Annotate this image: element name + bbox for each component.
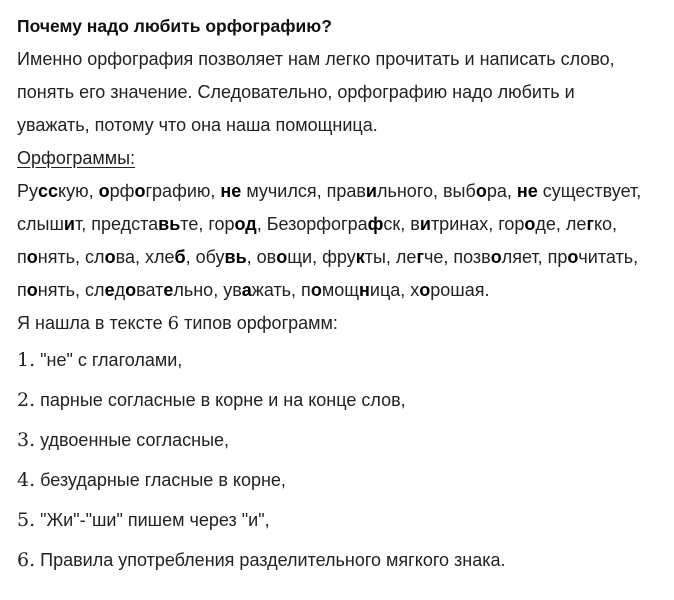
list-item — [17, 460, 667, 500]
list-item — [17, 500, 667, 540]
orthogram-highlight: е — [163, 280, 174, 300]
orthogram-text: п — [17, 247, 27, 267]
list-number: 4. — [17, 469, 36, 491]
list-text: удвоенные согласные, — [40, 430, 230, 450]
list-item — [17, 420, 667, 460]
orthogram-highlight: ф — [367, 214, 384, 234]
intro-paragraph — [17, 43, 667, 142]
orthogram-highlight: о — [125, 280, 137, 300]
orthogram-highlight: не — [220, 181, 242, 201]
orthogram-text: нять, сл — [37, 280, 105, 300]
orthogram-text: п — [17, 280, 27, 300]
list-number: 5. — [17, 509, 36, 531]
list-number: 1. — [17, 349, 36, 371]
list-text: безударные гласные в корне, — [40, 470, 286, 490]
orthogram-text: щи, фру — [287, 247, 356, 267]
list-text: "Жи"-"ши" пишем через "и", — [40, 510, 270, 530]
orthogram-text: нять, сл — [37, 247, 105, 267]
orthogram-text: льного, выб — [376, 181, 476, 201]
orthogram-text: тринах, гор — [430, 214, 525, 234]
orthogram-text: рф — [109, 181, 135, 201]
orthogram-highlight: о — [567, 247, 579, 267]
orthogram-line — [17, 241, 667, 274]
list-number: 2. — [17, 389, 36, 411]
orthogram-highlight: не — [516, 181, 538, 201]
list-number: 3. — [17, 429, 36, 451]
orthogram-text: ица, х — [369, 280, 420, 300]
orthogram-highlight: е — [104, 280, 115, 300]
subheading-line — [17, 142, 667, 175]
list-text: Правила употребления разделительного мягкого знака. — [40, 550, 506, 570]
list-item — [17, 340, 667, 380]
list-number: 6. — [17, 549, 36, 571]
list-text: "не" с глаголами, — [40, 350, 183, 370]
orthogram-text: Ру — [17, 181, 39, 201]
summary-prefix: Я нашла в тексте — [17, 313, 168, 333]
summary-suffix: типов орфограмм: — [179, 313, 338, 333]
orthogram-text: де, ле — [535, 214, 587, 234]
orthogram-text: ты, ле — [364, 247, 417, 267]
orthogram-highlight: б — [174, 247, 186, 267]
orthogram-highlight: н — [359, 280, 370, 300]
orthogram-text: существует, — [537, 181, 642, 201]
orthogram-text: че, позв — [423, 247, 491, 267]
orthogram-text: , ов — [246, 247, 277, 267]
page-title: Почему надо любить орфографию? — [17, 16, 332, 36]
orthogram-highlight: о — [104, 247, 116, 267]
orthogram-highlight: од — [234, 214, 257, 234]
orthogram-text: кую, — [58, 181, 99, 201]
summary-number: 6 — [167, 313, 180, 334]
orthogram-highlight: а — [241, 280, 252, 300]
orthogram-text: жать, п — [251, 280, 311, 300]
orthogram-highlight: сс — [38, 181, 59, 201]
intro-line: понять его значение. Следовательно, орфографию надо любить и — [17, 82, 575, 102]
orthogram-text: т, предста — [74, 214, 159, 234]
orthogram-paragraph — [17, 175, 667, 307]
orthogram-text: рошая. — [430, 280, 490, 300]
orthogram-highlight: о — [134, 181, 146, 201]
orthogram-highlight: и — [365, 181, 377, 201]
rules-list — [17, 340, 667, 580]
orthogram-text: ва, хле — [115, 247, 175, 267]
orthogram-highlight: вь — [158, 214, 181, 234]
orthogram-text: ра, — [486, 181, 517, 201]
orthogram-highlight: о — [310, 280, 322, 300]
orthogram-text: те, гор — [180, 214, 235, 234]
orthogram-text: , обу — [185, 247, 225, 267]
orthogram-highlight: вь — [224, 247, 247, 267]
orthogram-text: д — [114, 280, 126, 300]
orthogram-text: слыш — [17, 214, 64, 234]
subheading: Орфограммы: — [17, 148, 136, 168]
intro-line: Именно орфография позволяет нам легко прочитать и написать слово, — [17, 49, 615, 69]
summary-line — [17, 307, 667, 340]
list-item — [17, 380, 667, 420]
list-item — [17, 540, 667, 580]
orthogram-text: ляет, пр — [501, 247, 568, 267]
intro-line: уважать, потому что она наша помощница. — [17, 115, 378, 135]
orthogram-highlight: о — [26, 280, 38, 300]
orthogram-highlight: и — [419, 214, 431, 234]
orthogram-text: мощ — [321, 280, 360, 300]
orthogram-highlight: к — [355, 247, 365, 267]
orthogram-text: льно, ув — [173, 280, 242, 300]
list-text: парные согласные в корне и на конце слов, — [40, 390, 406, 410]
orthogram-text: ват — [136, 280, 164, 300]
orthogram-line — [17, 274, 667, 307]
orthogram-line — [17, 175, 667, 208]
orthogram-highlight: о — [475, 181, 487, 201]
orthogram-text: , Безорфогра — [256, 214, 368, 234]
orthogram-highlight: о — [524, 214, 536, 234]
orthogram-highlight: г — [586, 214, 594, 234]
orthogram-highlight: о — [419, 280, 431, 300]
orthogram-text: графию, — [145, 181, 221, 201]
orthogram-text: мучился, прав — [241, 181, 366, 201]
orthogram-line — [17, 208, 667, 241]
orthogram-text: ск, в — [383, 214, 420, 234]
orthogram-text: ко, — [593, 214, 618, 234]
orthogram-highlight: о — [98, 181, 110, 201]
orthogram-highlight: о — [490, 247, 502, 267]
orthogram-text: читать, — [578, 247, 639, 267]
orthogram-highlight: о — [26, 247, 38, 267]
orthogram-highlight: г — [416, 247, 424, 267]
document — [17, 10, 667, 580]
orthogram-highlight: о — [276, 247, 288, 267]
orthogram-highlight: и — [63, 214, 75, 234]
